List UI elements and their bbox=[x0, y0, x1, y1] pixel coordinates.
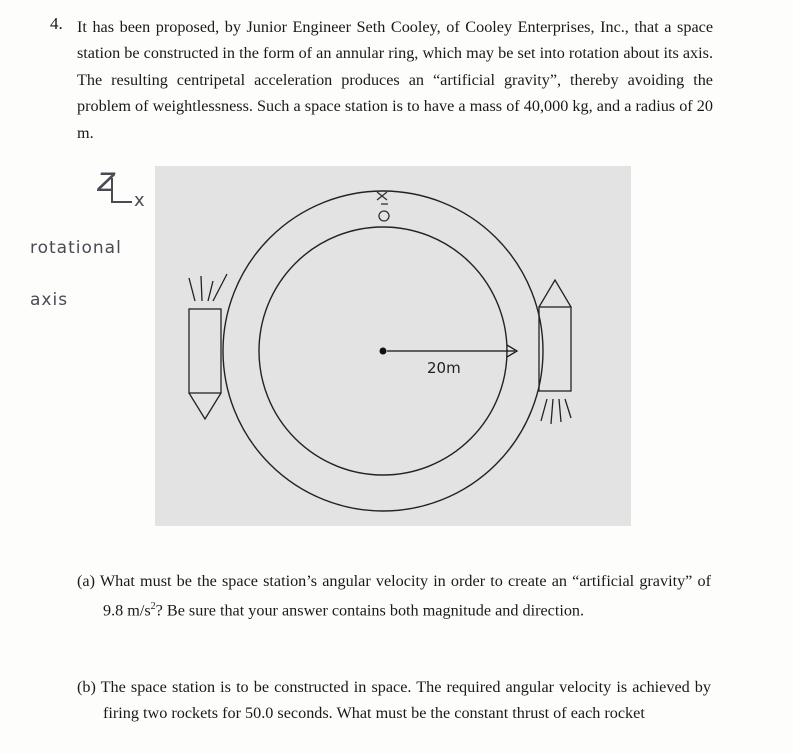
question-a bbox=[77, 568, 711, 623]
question-a-text-2: ? Be sure that your answer contains both magnitude and direction. bbox=[155, 601, 585, 620]
radius-label: 20m bbox=[427, 359, 461, 377]
question-b-label: (b) bbox=[77, 678, 96, 696]
left-rocket bbox=[189, 274, 227, 419]
problem-statement: It has been proposed, by Junior Engineer Seth Cooley, of Cooley Enterprises, Inc., that a space station be constructed in the form of an annular ring, which may be set into rotation about its axis. The resulting centripetal acceleration produces an “artificial gravity”, thereby avoiding the problem of weightlessness. Such a space station is to have a mass of 40,000 kg, and a radius of 20 m. bbox=[77, 18, 713, 142]
axis-symbol-z: z bbox=[97, 160, 115, 200]
annotation-rotational: rotational bbox=[30, 238, 122, 258]
center-dot bbox=[380, 348, 387, 355]
question-b bbox=[77, 674, 711, 726]
right-rocket bbox=[539, 280, 571, 424]
axis-corner-mark bbox=[100, 170, 140, 210]
problem-number: 4. bbox=[50, 14, 63, 33]
axis-symbol-x: x bbox=[134, 190, 145, 211]
axis-end-symbol bbox=[377, 192, 389, 221]
space-station-figure bbox=[155, 166, 631, 526]
annotation-axis: axis bbox=[30, 290, 69, 310]
question-b-text: The space station is to be constructed in space. The required angular velocity is achieved by firing two rockets for 50.0 seconds. What must be the constant thrust of each rocket bbox=[100, 678, 711, 722]
question-a-text-1: What must be the space station’s angular velocity in order to create an “artificial gravity” of 9.8 m/s bbox=[99, 572, 711, 620]
question-a-exponent: 2 bbox=[150, 601, 156, 612]
question-a-label: (a) bbox=[77, 572, 95, 590]
